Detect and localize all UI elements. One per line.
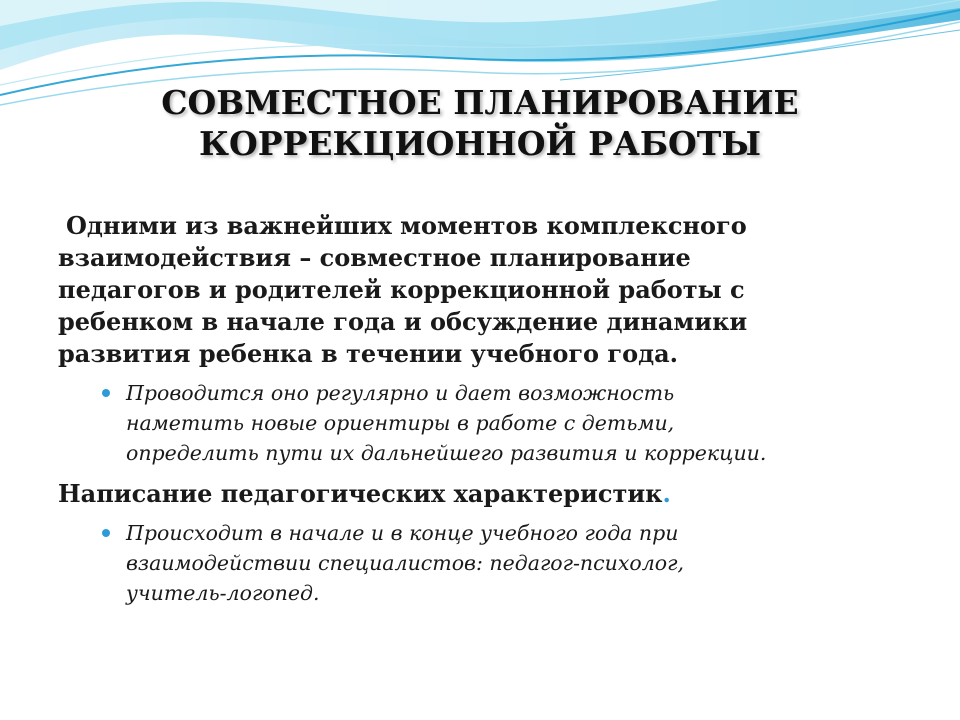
bullet-line-3: учитель-логопед. [126, 581, 320, 605]
second-paragraph [58, 478, 918, 510]
bullet-item [102, 378, 918, 468]
slide-content [58, 210, 918, 618]
bullet-dot-icon [102, 389, 110, 397]
bullet-list-2 [58, 518, 918, 608]
second-paragraph-text: Написание педагогических характеристик [58, 479, 663, 508]
bullet-line-1: Проводится оно регулярно и дает возможность [126, 381, 675, 405]
main-paragraph-line-1: Одними из важнейших моментов комплексного [66, 211, 747, 240]
main-paragraph-line-2: взаимодействия – совместное планирование [58, 243, 691, 272]
slide-title [0, 82, 960, 164]
bullet-line-2: взаимодействии специалистов: педагог-психолог, [126, 551, 684, 575]
bullet-line-1: Происходит в начале и в конце учебного года при [126, 521, 679, 545]
main-paragraph-line-4: ребенком в начале года и обсуждение динамики [58, 307, 748, 336]
slide-title-line-1: СОВМЕСТНОЕ ПЛАНИРОВАНИЕ [161, 83, 799, 122]
bullet-line-2: наметить новые ориентиры в работе с детьми, [126, 411, 675, 435]
main-paragraph [58, 210, 918, 370]
second-paragraph-dot: . [662, 479, 671, 508]
bullet-list-1 [58, 378, 918, 468]
main-paragraph-line-3: педагогов и родителей коррекционной работы с [58, 275, 745, 304]
main-paragraph-line-5: развития ребенка в течении учебного года. [58, 339, 679, 368]
bullet-line-3: определить пути их дальнейшего развития и коррекции. [126, 441, 767, 465]
bullet-dot-icon [102, 529, 110, 537]
bullet-item [102, 518, 918, 608]
slide-title-line-2: КОРРЕКЦИОННОЙ РАБОТЫ [199, 124, 761, 163]
